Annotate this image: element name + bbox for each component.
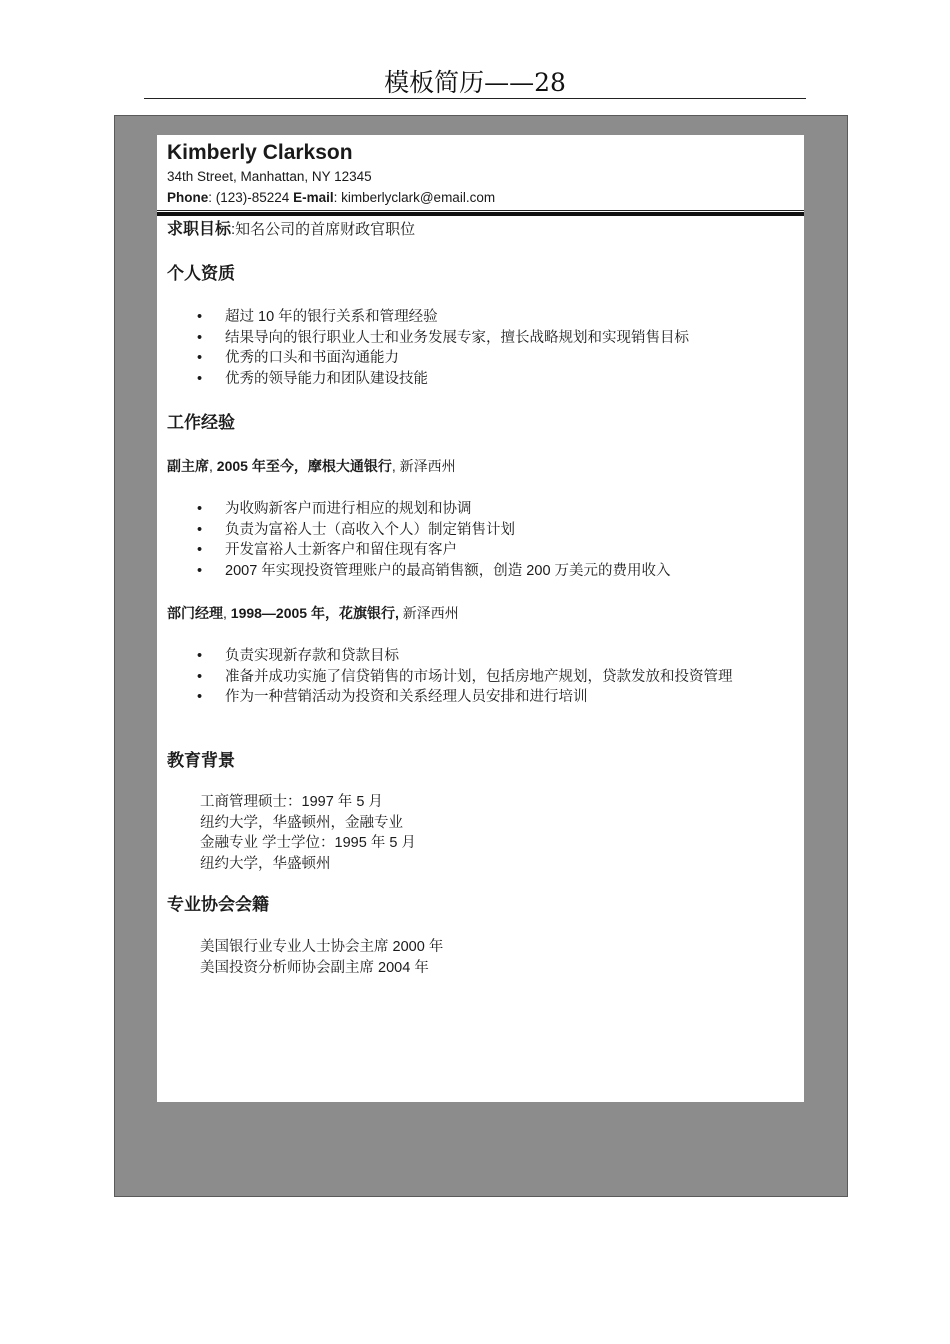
list-item: • 为收购新客户而进行相应的规划和协调 bbox=[197, 501, 472, 517]
job-period: 2005 年至今， bbox=[216, 458, 308, 474]
list-item: • 准备并成功实施了信贷销售的市场计划，包括房地产规划，贷款发放和投资管理 bbox=[197, 668, 733, 685]
header-divider-thin bbox=[157, 210, 804, 211]
candidate-name: Kimberly Clarkson bbox=[167, 141, 353, 164]
job-heading-2 bbox=[167, 603, 459, 623]
contact-line bbox=[167, 188, 495, 208]
education-line: 工商管理硕士：1997 年 5 月 bbox=[200, 794, 383, 810]
job-title: 副主席 bbox=[167, 458, 209, 474]
job-company: 摩根大通银行 bbox=[307, 458, 392, 474]
education-block bbox=[200, 792, 416, 874]
phone-label: Phone bbox=[167, 190, 209, 205]
list-item: • 结果导向的银行职业人士和业务发展专家，擅长战略规划和实现销售目标 bbox=[197, 329, 689, 346]
email-value: : kimberlyclark@email.com bbox=[333, 190, 496, 205]
job-location: , 新泽西州 bbox=[391, 458, 456, 474]
education-line: 纽约大学，华盛顿州 bbox=[200, 855, 331, 872]
qualities-list bbox=[193, 307, 793, 389]
list-item: • 负责实现新存款和贷款目标 bbox=[197, 648, 399, 664]
section-title-qualities: 个人资质 bbox=[167, 264, 235, 283]
education-line: 金融专业 学士学位：1995 年 5 月 bbox=[200, 835, 416, 851]
objective-label: 求职目标 bbox=[167, 221, 232, 238]
job-separator: , bbox=[209, 458, 217, 474]
header-divider-thick bbox=[157, 212, 804, 216]
list-item: • 2007 年实现投资管理账户的最高销售额，创造 200 万美元的费用收入 bbox=[197, 562, 671, 579]
membership-line: 美国银行业专业人士协会主席 2000 年 bbox=[200, 939, 444, 955]
section-title-experience: 工作经验 bbox=[167, 413, 235, 432]
list-item: • 负责为富裕人士（高收入个人）制定销售计划 bbox=[197, 521, 515, 538]
job-location: 新泽西州 bbox=[398, 605, 459, 621]
job-separator: , bbox=[223, 605, 231, 621]
phone-value: : (123)-85224 bbox=[208, 190, 294, 205]
job-2-duties bbox=[193, 646, 795, 708]
title-underline bbox=[144, 98, 806, 99]
list-item: • 开发富裕人士新客户和留住现有客户 bbox=[197, 542, 457, 558]
document-title: 模板简历——28 bbox=[384, 68, 566, 97]
list-item: • 作为一种营销活动为投资和关系经理人员安排和进行培训 bbox=[197, 689, 588, 705]
job-title: 部门经理 bbox=[167, 605, 223, 621]
section-title-memberships: 专业协会会籍 bbox=[167, 895, 269, 914]
education-line: 纽约大学，华盛顿州，金融专业 bbox=[200, 814, 403, 831]
candidate-address: 34th Street, Manhattan, NY 12345 bbox=[167, 169, 372, 184]
objective-line bbox=[167, 219, 415, 241]
email-label: E-mail bbox=[293, 190, 334, 205]
resume-sheet bbox=[157, 135, 804, 1102]
memberships-block bbox=[200, 937, 443, 978]
membership-line: 美国投资分析师协会副主席 2004 年 bbox=[200, 959, 429, 976]
job-period: 1998—2005 年， bbox=[230, 605, 339, 621]
section-title-education: 教育背景 bbox=[167, 751, 235, 770]
job-1-duties bbox=[193, 499, 793, 581]
objective-text: :知名公司的首席财政官职位 bbox=[231, 221, 416, 238]
job-heading-1 bbox=[167, 456, 456, 476]
list-item: • 优秀的领导能力和团队建设技能 bbox=[197, 370, 428, 387]
list-item: • 超过 10 年的银行关系和管理经验 bbox=[197, 309, 438, 325]
job-company: 花旗银行, bbox=[338, 605, 399, 621]
list-item: • 优秀的口头和书面沟通能力 bbox=[197, 350, 399, 366]
